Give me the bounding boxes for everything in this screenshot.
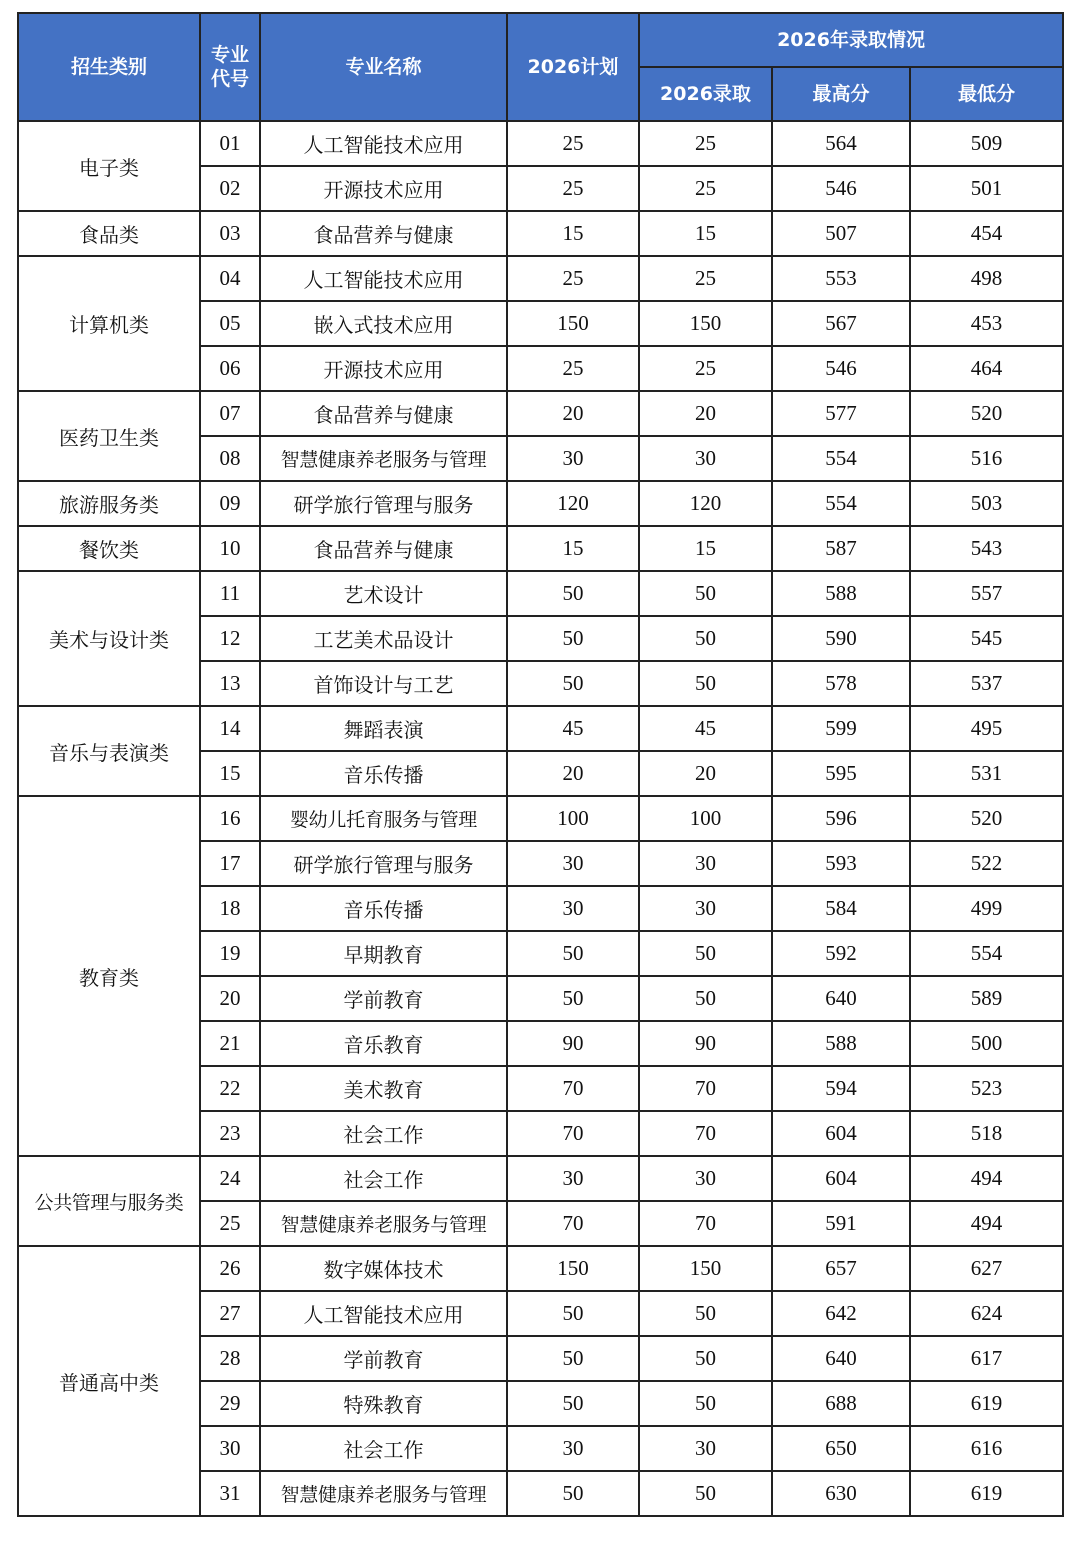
- header-max-score: 最高分: [772, 67, 910, 121]
- min-score-cell: 545: [910, 616, 1063, 661]
- min-score-cell: 520: [910, 796, 1063, 841]
- plan-cell: 150: [507, 301, 639, 346]
- min-score-cell: 589: [910, 976, 1063, 1021]
- header-code: [200, 13, 260, 121]
- max-score-cell: 546: [772, 166, 910, 211]
- plan-cell: 50: [507, 1336, 639, 1381]
- code-cell: 05: [200, 301, 260, 346]
- major-cell: 社会工作: [260, 1156, 507, 1201]
- major-cell: 开源技术应用: [260, 166, 507, 211]
- admitted-cell: 15: [639, 211, 772, 256]
- admitted-cell: 150: [639, 301, 772, 346]
- plan-cell: 20: [507, 751, 639, 796]
- plan-cell: 50: [507, 1291, 639, 1336]
- major-cell: 数字媒体技术: [260, 1246, 507, 1291]
- max-score-cell: 594: [772, 1066, 910, 1111]
- admitted-cell: 50: [639, 1471, 772, 1516]
- min-score-cell: 500: [910, 1021, 1063, 1066]
- min-score-cell: 619: [910, 1381, 1063, 1426]
- plan-cell: 70: [507, 1201, 639, 1246]
- major-cell: 食品营养与健康: [260, 526, 507, 571]
- admitted-cell: 30: [639, 1426, 772, 1471]
- code-cell: 07: [200, 391, 260, 436]
- plan-cell: 25: [507, 346, 639, 391]
- admitted-cell: 30: [639, 886, 772, 931]
- category-cell: 旅游服务类: [18, 481, 200, 526]
- code-cell: 16: [200, 796, 260, 841]
- min-score-cell: 619: [910, 1471, 1063, 1516]
- plan-cell: 50: [507, 1471, 639, 1516]
- min-score-cell: 522: [910, 841, 1063, 886]
- major-cell: 特殊教育: [260, 1381, 507, 1426]
- max-score-cell: 630: [772, 1471, 910, 1516]
- admitted-cell: 100: [639, 796, 772, 841]
- admitted-cell: 50: [639, 661, 772, 706]
- max-score-cell: 588: [772, 571, 910, 616]
- max-score-cell: 584: [772, 886, 910, 931]
- plan-cell: 120: [507, 481, 639, 526]
- min-score-cell: 543: [910, 526, 1063, 571]
- max-score-cell: 567: [772, 301, 910, 346]
- major-cell: 美术教育: [260, 1066, 507, 1111]
- admitted-cell: 90: [639, 1021, 772, 1066]
- admitted-cell: 50: [639, 616, 772, 661]
- plan-cell: 50: [507, 976, 639, 1021]
- major-cell: 舞蹈表演: [260, 706, 507, 751]
- min-score-cell: 523: [910, 1066, 1063, 1111]
- code-cell: 14: [200, 706, 260, 751]
- max-score-cell: 578: [772, 661, 910, 706]
- plan-cell: 30: [507, 436, 639, 481]
- admitted-cell: 120: [639, 481, 772, 526]
- header-code-line1: 专业: [210, 44, 249, 66]
- plan-cell: 50: [507, 931, 639, 976]
- plan-cell: 25: [507, 166, 639, 211]
- max-score-cell: 640: [772, 1336, 910, 1381]
- code-cell: 12: [200, 616, 260, 661]
- major-cell: 开源技术应用: [260, 346, 507, 391]
- major-cell: 食品营养与健康: [260, 211, 507, 256]
- admitted-cell: 50: [639, 1291, 772, 1336]
- min-score-cell: 454: [910, 211, 1063, 256]
- category-cell: 美术与设计类: [18, 571, 200, 706]
- category-cell: 医药卫生类: [18, 391, 200, 481]
- admission-table: [17, 12, 1064, 1517]
- code-cell: 02: [200, 166, 260, 211]
- admission-table-container: [17, 12, 1062, 1517]
- header-plan: 2026计划: [507, 13, 639, 121]
- header-admission-group: 2026年录取情况: [639, 13, 1063, 67]
- major-cell: 人工智能技术应用: [260, 121, 507, 166]
- min-score-cell: 518: [910, 1111, 1063, 1156]
- plan-cell: 15: [507, 526, 639, 571]
- admitted-cell: 50: [639, 1381, 772, 1426]
- min-score-cell: 453: [910, 301, 1063, 346]
- major-cell: 早期教育: [260, 931, 507, 976]
- code-cell: 20: [200, 976, 260, 1021]
- plan-cell: 30: [507, 886, 639, 931]
- major-cell: 学前教育: [260, 976, 507, 1021]
- major-cell: 研学旅行管理与服务: [260, 481, 507, 526]
- major-cell: 人工智能技术应用: [260, 1291, 507, 1336]
- category-cell: 音乐与表演类: [18, 706, 200, 796]
- max-score-cell: 546: [772, 346, 910, 391]
- header-admitted: 2026录取: [639, 67, 772, 121]
- plan-cell: 45: [507, 706, 639, 751]
- code-cell: 13: [200, 661, 260, 706]
- category-cell: 教育类: [18, 796, 200, 1156]
- admitted-cell: 50: [639, 976, 772, 1021]
- max-score-cell: 590: [772, 616, 910, 661]
- table-row: [18, 796, 1063, 841]
- min-score-cell: 537: [910, 661, 1063, 706]
- header-code-line2: 代号: [210, 68, 249, 90]
- admitted-cell: 50: [639, 931, 772, 976]
- code-cell: 28: [200, 1336, 260, 1381]
- major-cell: 学前教育: [260, 1336, 507, 1381]
- max-score-cell: 604: [772, 1156, 910, 1201]
- header-category: 招生类别: [18, 13, 200, 121]
- code-cell: 29: [200, 1381, 260, 1426]
- major-cell: 智慧健康养老服务与管理: [260, 1201, 507, 1246]
- max-score-cell: 507: [772, 211, 910, 256]
- max-score-cell: 592: [772, 931, 910, 976]
- min-score-cell: 501: [910, 166, 1063, 211]
- code-cell: 19: [200, 931, 260, 976]
- major-cell: 智慧健康养老服务与管理: [260, 436, 507, 481]
- plan-cell: 30: [507, 1156, 639, 1201]
- admitted-cell: 20: [639, 751, 772, 796]
- admitted-cell: 25: [639, 121, 772, 166]
- major-cell: 工艺美术品设计: [260, 616, 507, 661]
- major-cell: 音乐教育: [260, 1021, 507, 1066]
- code-cell: 27: [200, 1291, 260, 1336]
- major-cell: 社会工作: [260, 1111, 507, 1156]
- admitted-cell: 45: [639, 706, 772, 751]
- min-score-cell: 494: [910, 1156, 1063, 1201]
- max-score-cell: 650: [772, 1426, 910, 1471]
- code-cell: 03: [200, 211, 260, 256]
- table-row: [18, 571, 1063, 616]
- header-min-score: 最低分: [910, 67, 1063, 121]
- plan-cell: 25: [507, 256, 639, 301]
- code-cell: 22: [200, 1066, 260, 1111]
- table-row: [18, 256, 1063, 301]
- min-score-cell: 616: [910, 1426, 1063, 1471]
- plan-cell: 50: [507, 571, 639, 616]
- plan-cell: 70: [507, 1066, 639, 1111]
- plan-cell: 20: [507, 391, 639, 436]
- major-cell: 研学旅行管理与服务: [260, 841, 507, 886]
- max-score-cell: 554: [772, 436, 910, 481]
- table-row: [18, 526, 1063, 571]
- major-cell: 嵌入式技术应用: [260, 301, 507, 346]
- plan-cell: 90: [507, 1021, 639, 1066]
- admitted-cell: 25: [639, 256, 772, 301]
- plan-cell: 70: [507, 1111, 639, 1156]
- table-row: [18, 121, 1063, 166]
- code-cell: 26: [200, 1246, 260, 1291]
- major-cell: 人工智能技术应用: [260, 256, 507, 301]
- min-score-cell: 494: [910, 1201, 1063, 1246]
- max-score-cell: 596: [772, 796, 910, 841]
- code-cell: 10: [200, 526, 260, 571]
- admitted-cell: 20: [639, 391, 772, 436]
- min-score-cell: 498: [910, 256, 1063, 301]
- plan-cell: 150: [507, 1246, 639, 1291]
- min-score-cell: 554: [910, 931, 1063, 976]
- admitted-cell: 50: [639, 1336, 772, 1381]
- major-cell: 音乐传播: [260, 751, 507, 796]
- admitted-cell: 50: [639, 571, 772, 616]
- code-cell: 17: [200, 841, 260, 886]
- table-body: [18, 121, 1063, 1516]
- code-cell: 15: [200, 751, 260, 796]
- major-cell: 食品营养与健康: [260, 391, 507, 436]
- admitted-cell: 70: [639, 1111, 772, 1156]
- code-cell: 09: [200, 481, 260, 526]
- code-cell: 04: [200, 256, 260, 301]
- max-score-cell: 657: [772, 1246, 910, 1291]
- category-cell: 普通高中类: [18, 1246, 200, 1516]
- major-cell: 音乐传播: [260, 886, 507, 931]
- min-score-cell: 617: [910, 1336, 1063, 1381]
- admitted-cell: 30: [639, 1156, 772, 1201]
- max-score-cell: 599: [772, 706, 910, 751]
- admitted-cell: 15: [639, 526, 772, 571]
- max-score-cell: 591: [772, 1201, 910, 1246]
- table-row: [18, 1156, 1063, 1201]
- table-row: [18, 706, 1063, 751]
- admitted-cell: 70: [639, 1201, 772, 1246]
- admitted-cell: 150: [639, 1246, 772, 1291]
- table-row: [18, 481, 1063, 526]
- category-cell: 食品类: [18, 211, 200, 256]
- table-row: [18, 1246, 1063, 1291]
- code-cell: 25: [200, 1201, 260, 1246]
- max-score-cell: 595: [772, 751, 910, 796]
- max-score-cell: 642: [772, 1291, 910, 1336]
- max-score-cell: 593: [772, 841, 910, 886]
- admitted-cell: 25: [639, 346, 772, 391]
- category-cell: 餐饮类: [18, 526, 200, 571]
- min-score-cell: 557: [910, 571, 1063, 616]
- major-cell: 智慧健康养老服务与管理: [260, 1471, 507, 1516]
- code-cell: 21: [200, 1021, 260, 1066]
- min-score-cell: 624: [910, 1291, 1063, 1336]
- major-cell: 婴幼儿托育服务与管理: [260, 796, 507, 841]
- plan-cell: 25: [507, 121, 639, 166]
- admitted-cell: 30: [639, 436, 772, 481]
- category-cell: 电子类: [18, 121, 200, 211]
- max-score-cell: 688: [772, 1381, 910, 1426]
- category-cell: 计算机类: [18, 256, 200, 391]
- plan-cell: 100: [507, 796, 639, 841]
- code-cell: 08: [200, 436, 260, 481]
- max-score-cell: 554: [772, 481, 910, 526]
- min-score-cell: 627: [910, 1246, 1063, 1291]
- plan-cell: 50: [507, 1381, 639, 1426]
- max-score-cell: 577: [772, 391, 910, 436]
- max-score-cell: 640: [772, 976, 910, 1021]
- plan-cell: 30: [507, 841, 639, 886]
- min-score-cell: 516: [910, 436, 1063, 481]
- code-cell: 31: [200, 1471, 260, 1516]
- category-cell: 公共管理与服务类: [18, 1156, 200, 1246]
- plan-cell: 50: [507, 661, 639, 706]
- code-cell: 18: [200, 886, 260, 931]
- major-cell: 社会工作: [260, 1426, 507, 1471]
- code-cell: 23: [200, 1111, 260, 1156]
- major-cell: 首饰设计与工艺: [260, 661, 507, 706]
- min-score-cell: 520: [910, 391, 1063, 436]
- table-header: [18, 13, 1063, 121]
- header-major: 专业名称: [260, 13, 507, 121]
- min-score-cell: 509: [910, 121, 1063, 166]
- min-score-cell: 495: [910, 706, 1063, 751]
- plan-cell: 15: [507, 211, 639, 256]
- admitted-cell: 70: [639, 1066, 772, 1111]
- min-score-cell: 464: [910, 346, 1063, 391]
- admitted-cell: 25: [639, 166, 772, 211]
- major-cell: 艺术设计: [260, 571, 507, 616]
- max-score-cell: 564: [772, 121, 910, 166]
- code-cell: 11: [200, 571, 260, 616]
- min-score-cell: 499: [910, 886, 1063, 931]
- code-cell: 24: [200, 1156, 260, 1201]
- plan-cell: 30: [507, 1426, 639, 1471]
- min-score-cell: 531: [910, 751, 1063, 796]
- table-row: [18, 211, 1063, 256]
- code-cell: 30: [200, 1426, 260, 1471]
- min-score-cell: 503: [910, 481, 1063, 526]
- max-score-cell: 553: [772, 256, 910, 301]
- max-score-cell: 588: [772, 1021, 910, 1066]
- table-row: [18, 391, 1063, 436]
- max-score-cell: 604: [772, 1111, 910, 1156]
- code-cell: 01: [200, 121, 260, 166]
- admitted-cell: 30: [639, 841, 772, 886]
- code-cell: 06: [200, 346, 260, 391]
- plan-cell: 50: [507, 616, 639, 661]
- max-score-cell: 587: [772, 526, 910, 571]
